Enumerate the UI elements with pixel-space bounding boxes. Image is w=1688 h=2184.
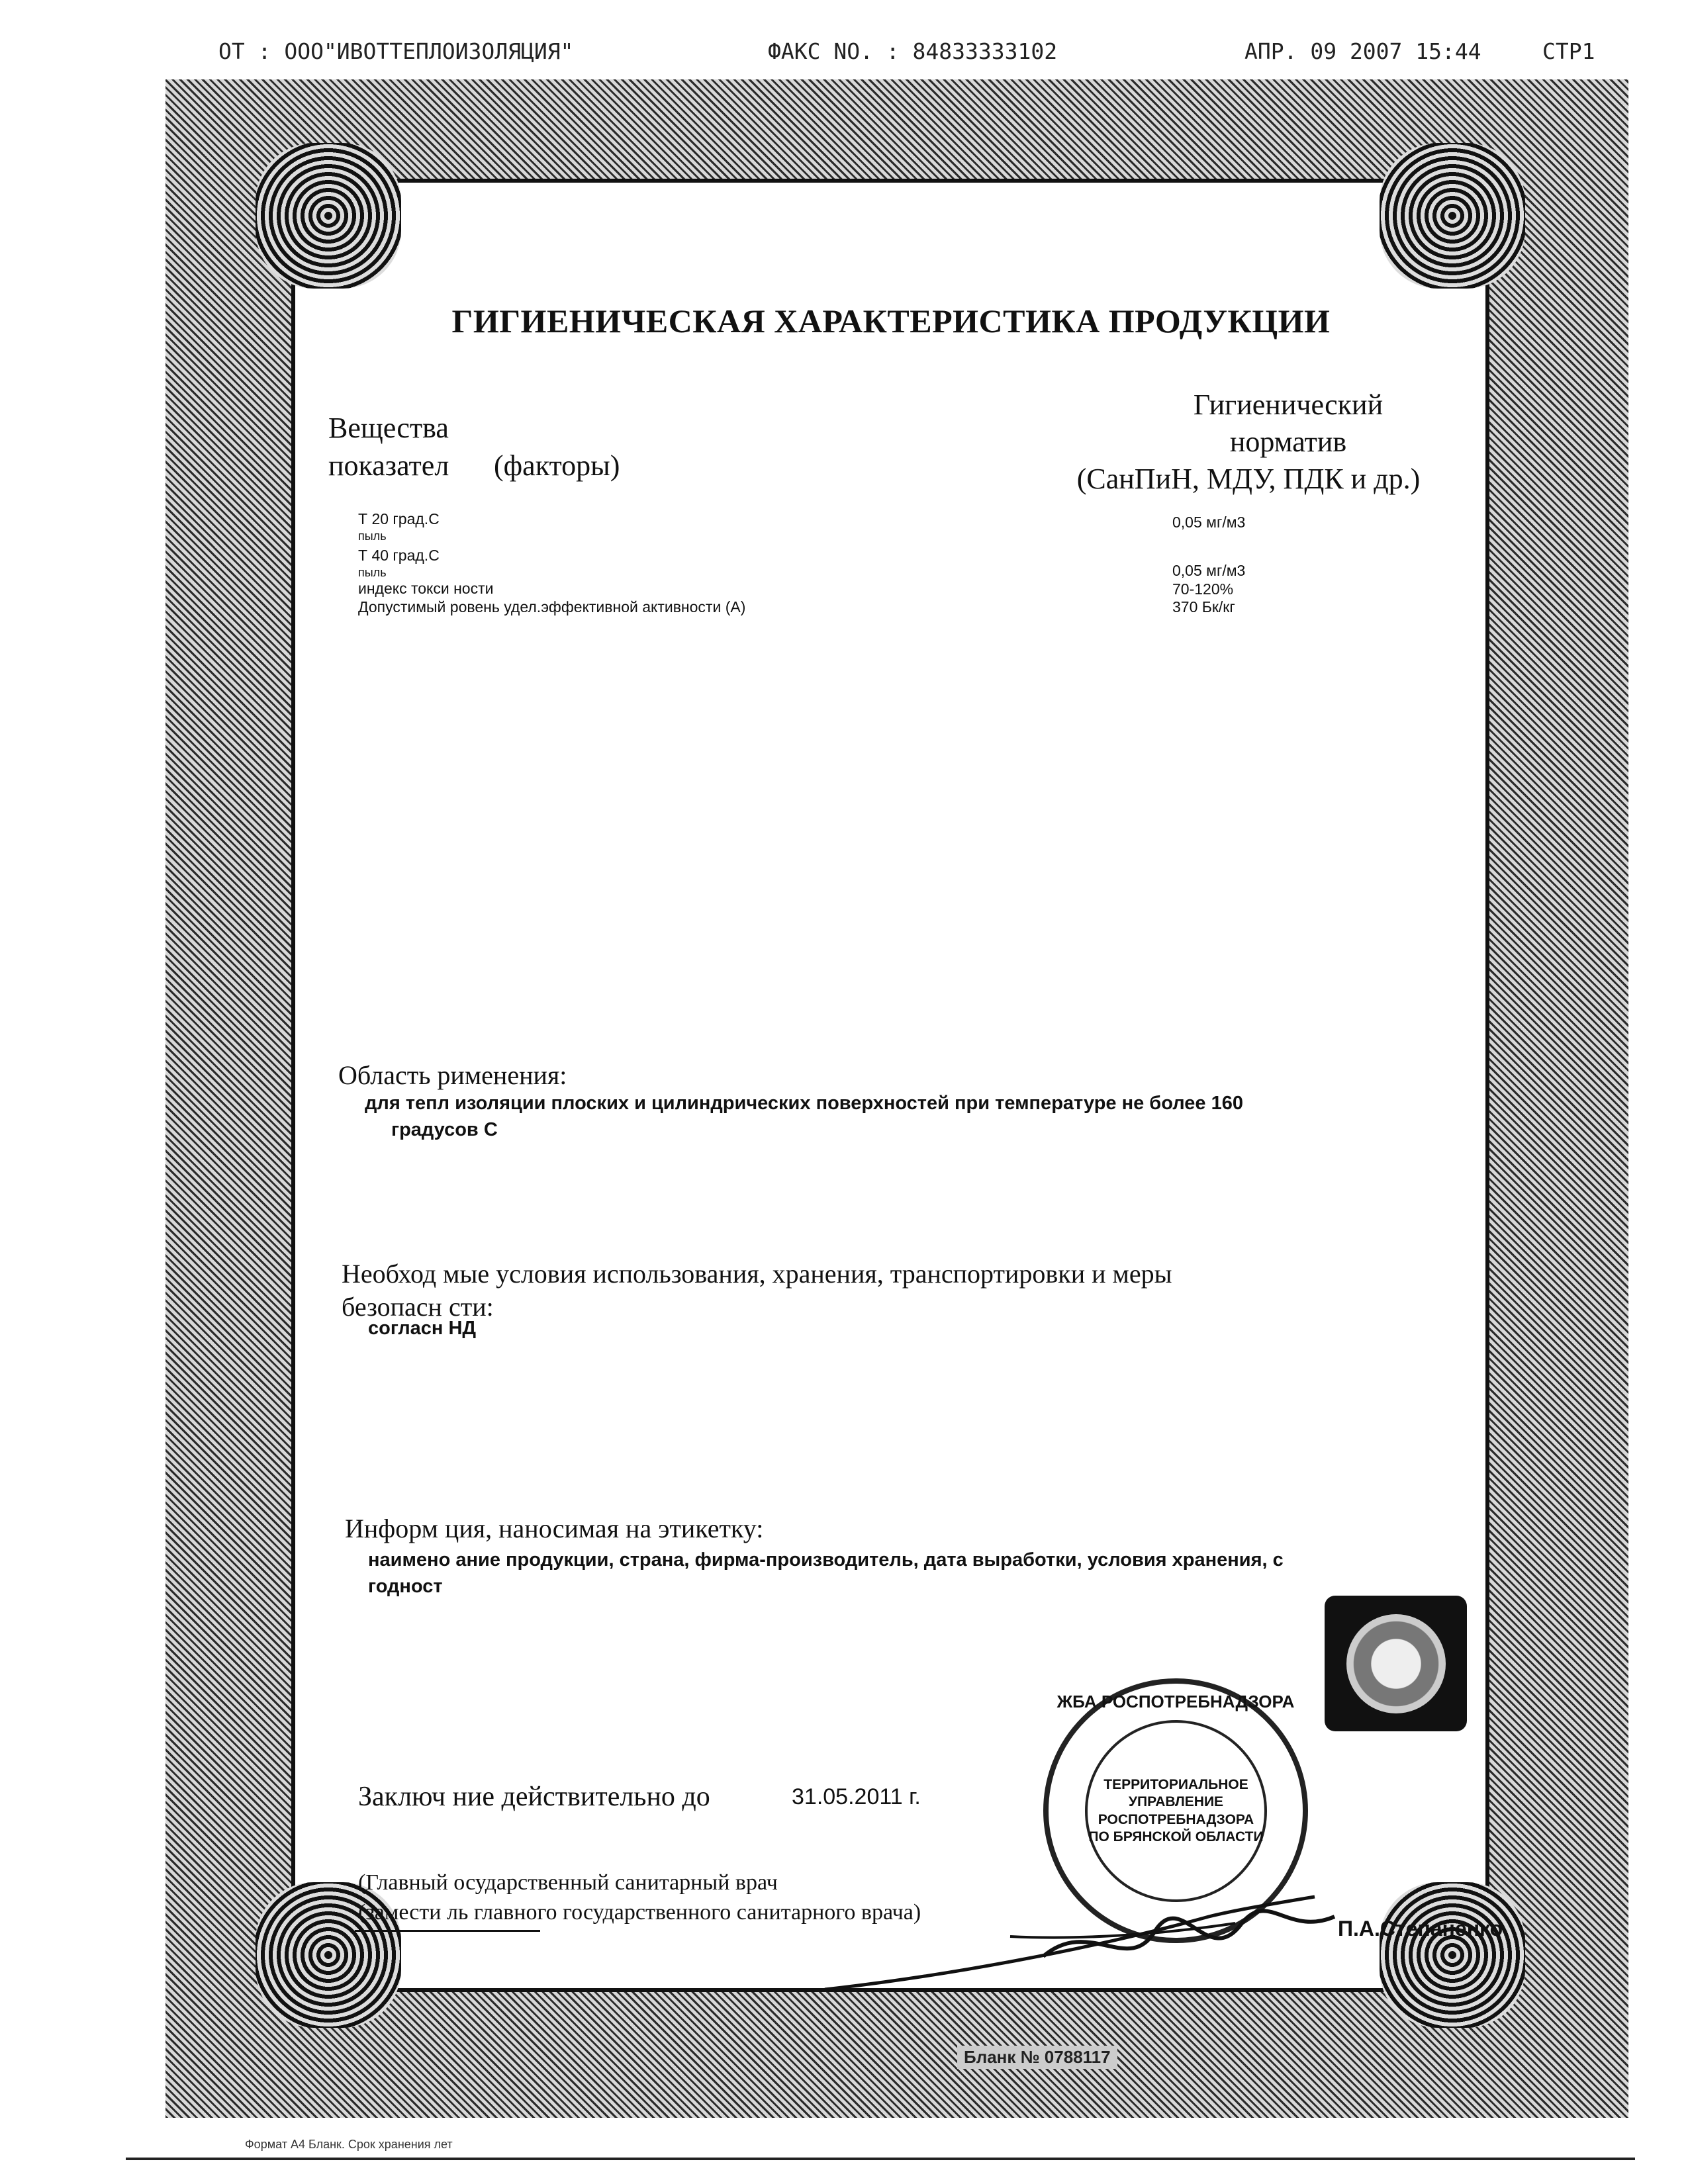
stamp-line: УПРАВЛЕНИЕ <box>1128 1794 1224 1810</box>
conditions-title: безопасн сти: <box>342 1292 494 1322</box>
row-sublabel: пыль <box>358 566 387 579</box>
row-label: Допустимый ровень удел.эффективной активности (А) <box>358 598 746 615</box>
row-label: Т 40 град.С <box>358 547 440 564</box>
corner-ornament-icon <box>256 143 401 289</box>
label-info-title: Информ ция, наносимая на этикетку: <box>345 1514 764 1543</box>
column-header-factors: (факторы) <box>494 449 620 482</box>
handwritten-signature <box>812 1877 1374 2009</box>
row-sublabel: пыль <box>358 529 387 543</box>
fax-header <box>0 38 1688 71</box>
row-value: 70-120% <box>1172 580 1234 598</box>
validity-text: Заключ ние действительно до <box>358 1782 710 1812</box>
row-value: 0,05 мг/м3 <box>1172 562 1246 579</box>
corner-ornament-icon <box>1380 1882 1525 2028</box>
column-header-indicators: показател <box>328 449 449 482</box>
row-value: 370 Бк/кг <box>1172 598 1235 615</box>
divider <box>126 2158 1635 2160</box>
stamp-line: РОСПОТРЕБНАДЗОРА <box>1098 1811 1254 1827</box>
footer-print-info: Формат А4 Бланк. Срок хранения лет <box>245 2138 453 2151</box>
conditions-title: Необход мые условия использования, хранения, транспортировки и меры <box>342 1259 1172 1289</box>
fax-sender: ОТ : ООО"ИВОТТЕПЛОИЗОЛЯЦИЯ" <box>218 38 574 64</box>
column-header-hygienic: Гигиенический <box>1193 388 1383 421</box>
fax-number: ФАКС NO. : 84833333102 <box>768 38 1058 64</box>
stamp-center <box>1085 1720 1267 1902</box>
application-body: для тепл изоляции плоских и цилиндрических поверхностей при температуре не более 160 <box>365 1093 1243 1114</box>
signer-name: П.А.Степаненко <box>1338 1917 1503 1940</box>
row-label: индекс токси ности <box>358 580 494 597</box>
blank-number: Бланк № 0788117 <box>957 2046 1117 2069</box>
conditions-body: согласн НД <box>368 1318 477 1339</box>
signatory-deputy-title: (замести ль главного государственного санитарного врача) <box>358 1900 921 1925</box>
fax-page: СТР1 <box>1542 38 1595 64</box>
fax-datetime: АПР. 09 2007 15:44 <box>1244 38 1481 64</box>
application-title: Область рименения: <box>338 1060 567 1090</box>
underline <box>355 1930 540 1932</box>
decorative-frame <box>165 79 1628 2118</box>
label-info-body: годност <box>368 1576 443 1597</box>
row-label: Т 20 град.С <box>358 510 440 527</box>
application-body: градусов С <box>391 1119 498 1140</box>
document-title: ГИГИЕНИЧЕСКАЯ ХАРАКТЕРИСТИКА ПРОДУКЦИИ <box>451 302 1331 340</box>
corner-ornament-icon <box>1380 143 1525 289</box>
double-eagle-icon <box>1346 1614 1446 1713</box>
certificate-body <box>291 179 1503 2067</box>
stamp-line: ТЕРРИТОРИАЛЬНОЕ <box>1103 1777 1248 1792</box>
column-header-norm: норматив <box>1229 426 1347 458</box>
signatory-title: (Главный осударственный санитарный врач <box>358 1870 778 1895</box>
stamp-ring-text: ЖБА РОСПОТРЕБНАДЗОРА <box>1056 1692 1295 1711</box>
validity-date: 31.05.2011 г. <box>792 1784 921 1809</box>
emblem-icon <box>1325 1596 1467 1731</box>
column-header-standards: (СанПиН, МДУ, ПДК и др.) <box>1076 463 1421 495</box>
row-value: 0,05 мг/м3 <box>1172 514 1246 531</box>
column-header-substances: Вещества <box>328 412 449 444</box>
label-info-body: наимено ание продукции, страна, фирма-производитель, дата выработки, условия хранения, с <box>368 1549 1284 1570</box>
stamp-line: ПО БРЯНСКОЙ ОБЛАСТИ <box>1088 1829 1264 1844</box>
